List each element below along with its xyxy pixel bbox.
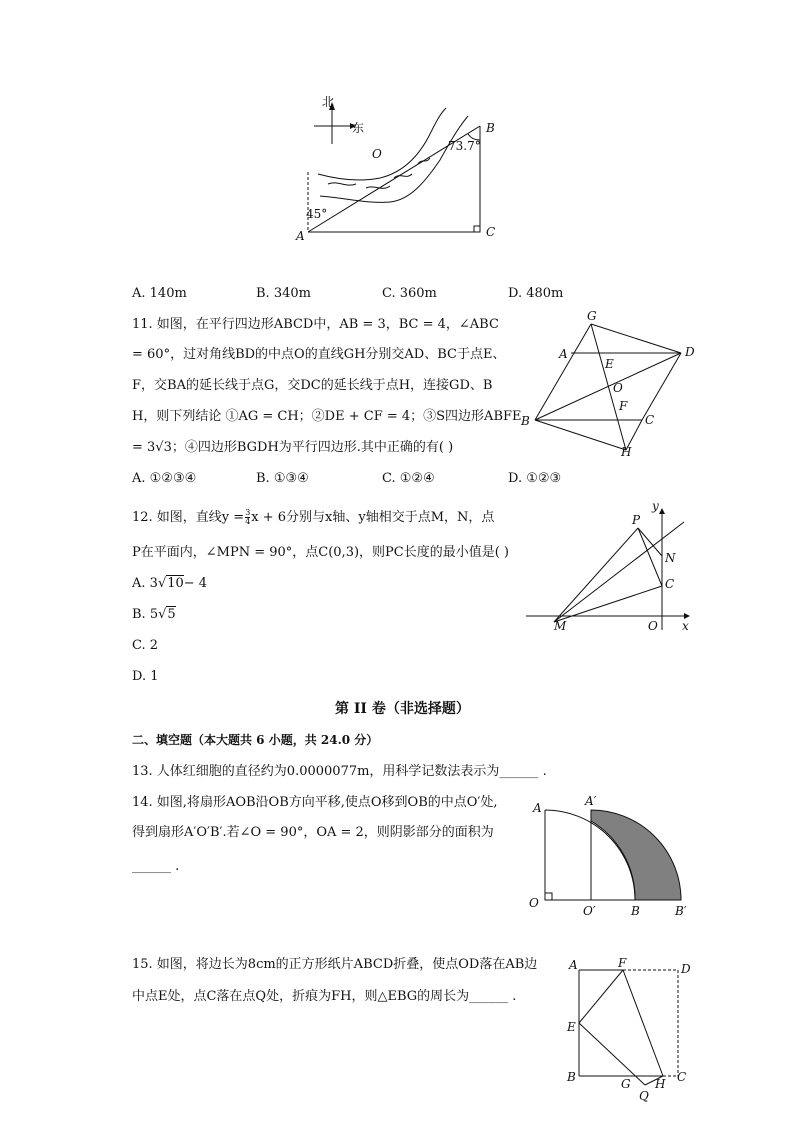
q11-label-O: O — [613, 381, 623, 395]
q12-line-1-post: x + 6分别与x轴、y轴相交于点M，N，点 — [251, 510, 495, 525]
q12-option-a-radicand: 10 — [167, 576, 184, 591]
section-title: 第 II 卷（非选择题） — [335, 701, 470, 717]
q11-figure — [515, 310, 700, 460]
q10-label-A: A — [296, 229, 305, 243]
q13-text: 13. 人体红细胞的直径约为0.0000077m，用科学记数法表示为______ . — [132, 764, 547, 779]
q12-label-M: M — [554, 619, 567, 633]
q14-label-A: A — [533, 801, 542, 815]
q15-label-C: C — [677, 1070, 687, 1084]
river-bank-upper — [318, 108, 446, 180]
q12-figure — [524, 500, 699, 635]
q14-figure — [525, 794, 700, 918]
q11-label-E: E — [605, 357, 614, 371]
q11-line-4: H，则下列结论 ①AG = CH；②DE + CF = 4；③S四边形ABFE — [132, 409, 522, 424]
q11-option-d: D. ①②③ — [508, 471, 562, 486]
q15-label-B: B — [567, 1070, 576, 1084]
q11-line-5: = 3√3；④四边形BGDH为平行四边形.其中正确的有( ) — [132, 440, 454, 455]
shaded-region — [591, 810, 681, 900]
q15-label-A: A — [569, 958, 578, 972]
q15-label-F: F — [618, 956, 627, 970]
compass-icon — [314, 102, 356, 144]
q12-option-d: D. 1 — [132, 669, 159, 684]
river-waves — [328, 158, 430, 188]
q11-line-3: F，交BA的延长线于点G，交DC的延长线于点H，连接GD、B — [132, 378, 493, 393]
q10-option-a: A. 140m — [132, 286, 187, 301]
q15-label-E: E — [567, 1020, 576, 1034]
q10-option-c: C. 360m — [382, 286, 437, 301]
q11-line-2: = 60°，过对角线BD的中点O的直线GH分别交AD、BC于点E、 — [132, 347, 506, 362]
q12-label-x: x — [682, 619, 689, 633]
q15-line-1: 15. 如图，将边长为8cm的正方形纸片ABCD折叠，使点OD落在AB边 — [132, 957, 538, 972]
q12-option-a: A. 3√10− 4 — [132, 576, 208, 591]
q11-line-1: 11. 如图，在平行四边形ABCD中，AB = 3，BC = 4，∠ABC — [132, 317, 499, 332]
q10-label-C: C — [486, 225, 496, 239]
q11-option-c: C. ①②④ — [382, 471, 435, 486]
q15-line-2: 中点E处，点C落在点Q处，折痕为FH，则△EBG的周长为______ . — [132, 989, 517, 1004]
q12-label-P: P — [632, 513, 641, 527]
q11-label-A: A — [559, 347, 568, 361]
q12-label-O: O — [648, 619, 658, 633]
q11-label-C: C — [645, 413, 655, 427]
q14-label-A2: A′ — [585, 794, 597, 808]
q11-label-D: D — [685, 345, 695, 359]
q11-label-H: H — [621, 445, 632, 459]
q10-figure — [290, 92, 500, 247]
q10-label-B: B — [486, 121, 495, 135]
q14-line-2: 得到扇形A′O′B′.若∠O = 90°，OA = 2，则阴影部分的面积为 — [132, 825, 494, 840]
q12-label-N: N — [665, 551, 676, 565]
q12-line-1 — [132, 509, 494, 526]
q10-option-d: D. 480m — [508, 286, 564, 301]
q15-label-Q: Q — [639, 1089, 649, 1103]
q11-option-b: B. ①③④ — [256, 471, 309, 486]
q11-label-F: F — [619, 399, 628, 413]
q12-line-1-pre: 12. 如图，直线y = — [132, 510, 245, 525]
q14-line-3: ______ . — [132, 859, 180, 874]
q12-line-2: P在平面内，∠MPN = 90°，点C(0,3)，则PC长度的最小值是( ) — [132, 545, 510, 560]
q12-label-y: y — [652, 499, 659, 513]
q12-option-c: C. 2 — [132, 638, 159, 653]
q11-option-a: A. ①②③④ — [132, 471, 197, 486]
q14-label-O2: O′ — [583, 904, 596, 918]
q15-label-G: G — [621, 1077, 631, 1091]
river-bank-lower — [320, 116, 468, 202]
q12-frac-num: 3 — [245, 508, 251, 517]
right-angle-mark — [474, 226, 480, 232]
section-header: 二、填空题（本大题共 6 小题，共 24.0 分） — [132, 733, 379, 747]
q14-label-B2: B′ — [675, 904, 687, 918]
q10-north-label: 北 — [322, 95, 335, 109]
q11-label-G: G — [587, 309, 597, 323]
q12-frac-den: 4 — [245, 517, 251, 526]
q10-label-O: O — [372, 147, 382, 161]
q14-line-1: 14. 如图,将扇形AOB沿OB方向平移,使点O移到OB的中点O′处, — [132, 795, 498, 810]
q12-option-b-radicand: 5 — [167, 607, 176, 622]
q10-angle-45: 45° — [306, 207, 328, 221]
q15-label-H: H — [655, 1077, 666, 1091]
q15-figure — [563, 955, 703, 1105]
q11-label-B: B — [521, 414, 530, 428]
q12-fraction — [245, 509, 250, 526]
q10-east-label: 东 — [352, 121, 365, 135]
q12-option-b: B. 5√5 — [132, 607, 176, 622]
q14-label-O: O — [529, 896, 539, 910]
q12-option-a-post: − 4 — [183, 576, 208, 591]
q12-option-b-pre: B. 5 — [132, 607, 159, 622]
q12-option-a-pre: A. 3 — [132, 576, 158, 591]
q12-label-C: C — [665, 577, 675, 591]
q14-label-B: B — [631, 904, 640, 918]
q10-option-b: B. 340m — [256, 286, 311, 301]
q15-label-D: D — [681, 962, 691, 976]
q10-angle-73: 73.7° — [448, 139, 481, 153]
